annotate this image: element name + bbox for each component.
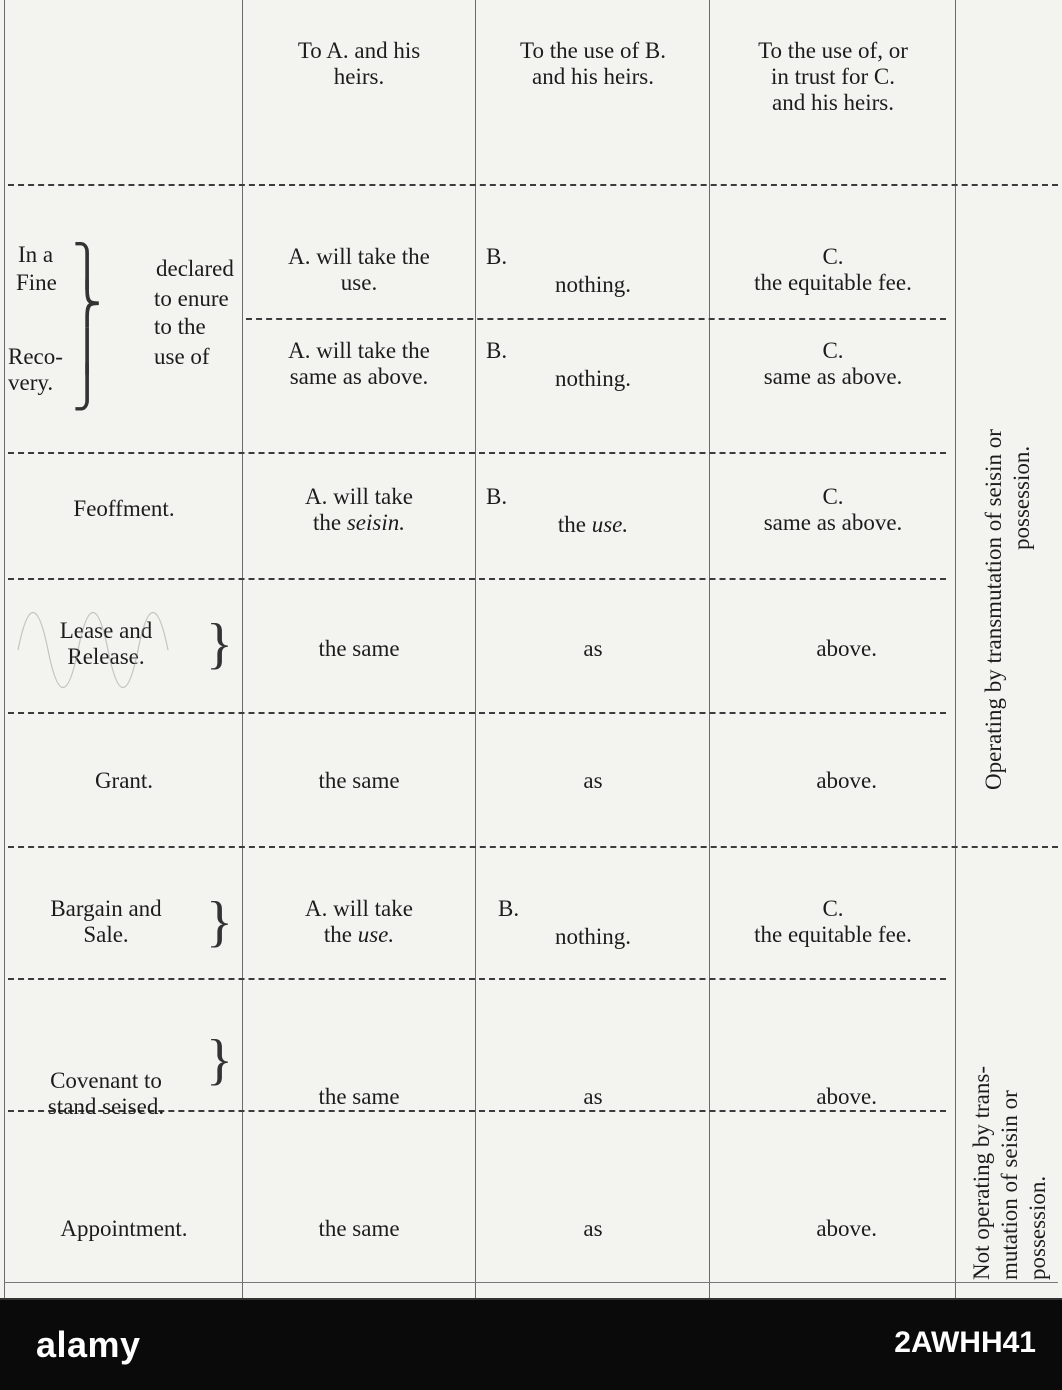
cell-text: A. will take the [288, 338, 430, 363]
recovery-row-a [244, 338, 474, 390]
cell-text: A. will take the [288, 244, 430, 269]
bracket-glyph: } [206, 891, 233, 953]
cell-text: A. will take [305, 484, 413, 509]
header-text: heirs. [333, 64, 385, 89]
header-text: To the use of, or [758, 38, 908, 63]
bracket-glyph: ⎫ [72, 243, 102, 288]
lease-release-c: above. [816, 636, 877, 661]
column-rule [709, 0, 710, 1298]
column-header-c [711, 38, 955, 116]
cell-text: Covenant to [50, 1068, 162, 1093]
footer-divider [0, 1298, 1062, 1300]
side-note-text: Operating by transmutation of seisin or [981, 429, 1006, 790]
feoffment-a [244, 484, 474, 536]
header-text: in trust for C. [771, 64, 895, 89]
appointment-label: Appointment. [60, 1216, 188, 1241]
cell-text [244, 922, 474, 948]
header-text: To A. and his [297, 38, 421, 63]
cell-text: stand seised. [47, 1094, 165, 1119]
recovery-label-2: very. [8, 370, 54, 395]
cell-text: same as above. [763, 364, 903, 389]
column-header-a [244, 38, 474, 90]
cell-text-part: the [557, 512, 586, 537]
row-rule [8, 846, 1058, 848]
cell-text: the equitable fee. [754, 922, 912, 947]
row-rule [8, 978, 946, 980]
header-text: and his heirs. [771, 90, 894, 115]
fine-row-b2: nothing. [554, 272, 632, 297]
grant-a: the same [318, 768, 400, 793]
column-rule [242, 0, 243, 1298]
recovery-row-c [711, 338, 955, 390]
to-the-text: to the [154, 314, 206, 339]
covenant-b: as [583, 1084, 603, 1109]
cell-text: Bargain and [50, 896, 162, 921]
header-text: To the use of B. [520, 38, 666, 63]
row-rule [246, 318, 946, 320]
cell-text: A. will take [305, 896, 413, 921]
recovery-row-b1: B. [486, 338, 508, 363]
covenant-c: above. [816, 1084, 877, 1109]
cell-text: C. [822, 244, 844, 269]
column-rule [955, 0, 956, 1298]
header-text: and his heirs. [531, 64, 654, 89]
bargain-sale-b2: nothing. [554, 924, 632, 949]
cell-text-part: the [313, 510, 342, 535]
alamy-logo: alamy [36, 1324, 141, 1365]
side-note-text: possession. [1009, 445, 1034, 550]
pencil-scribble-icon [8, 590, 238, 710]
cell-text-emphasis: seisin. [346, 510, 405, 535]
row-rule [8, 452, 946, 454]
row-rule [8, 578, 946, 580]
cell-text-emphasis: use. [591, 512, 629, 537]
lease-release-b: as [583, 636, 603, 661]
bracket-glyph: ⎪ [72, 329, 102, 374]
row-rule [4, 1282, 1058, 1283]
feoffment-b2 [477, 512, 709, 538]
bracket-glyph: } [206, 1029, 233, 1091]
lease-release-a: the same [318, 636, 400, 661]
declared-text: declared [156, 256, 234, 281]
appointment-a: the same [318, 1216, 400, 1241]
use-of-text: use of [154, 344, 210, 369]
side-note-not-operating [968, 1066, 1052, 1280]
covenant-label [6, 1068, 206, 1120]
cell-text [244, 510, 474, 536]
bracket-glyph: } [206, 613, 233, 675]
grant-b: as [583, 768, 603, 793]
column-rule [475, 0, 476, 1298]
feoffment-label: Feoffment. [73, 496, 175, 521]
cell-text: C. [822, 484, 844, 509]
side-note-text: possession. [1025, 1175, 1050, 1280]
watermark-footer [0, 1298, 1062, 1390]
column-rule [4, 0, 5, 1298]
recovery-label-1: Reco- [8, 344, 63, 369]
cell-text-part: the [323, 922, 352, 947]
cell-text: use. [340, 270, 378, 295]
cell-text: Lease and [59, 618, 153, 643]
cell-text: same as above. [289, 364, 429, 389]
cell-text-emphasis: use. [357, 922, 395, 947]
appointment-b: as [583, 1216, 603, 1241]
side-note-text: Not operating by trans- [969, 1066, 994, 1280]
appointment-c: above. [816, 1216, 877, 1241]
row-rule [8, 184, 1058, 186]
to-enure-text: to enure [154, 286, 229, 311]
cell-text: Release. [67, 644, 145, 669]
cell-text: C. [822, 896, 844, 921]
feoffment-c [711, 484, 955, 536]
recovery-row-b2: nothing. [554, 366, 632, 391]
grant-c: above. [816, 768, 877, 793]
fine-row-a [244, 244, 474, 296]
fine-label: Fine [16, 270, 57, 295]
fine-row-c [711, 244, 955, 296]
feoffment-b1: B. [486, 484, 508, 509]
cell-text: C. [822, 338, 844, 363]
column-header-b [477, 38, 709, 90]
bracket-glyph: ⎬ [72, 281, 102, 326]
side-note-text: mutation of seisin or [997, 1090, 1022, 1280]
cell-text: Sale. [83, 922, 129, 947]
image-id: 2AWHH41 [894, 1326, 1036, 1359]
fine-row-b1: B. [486, 244, 508, 269]
bargain-sale-c [711, 896, 955, 948]
fine-label-in-a: In a [18, 242, 54, 267]
cell-text: same as above. [763, 510, 903, 535]
row-rule [8, 712, 946, 714]
grant-label: Grant. [94, 768, 154, 793]
covenant-a: the same [318, 1084, 400, 1109]
bargain-sale-b1: B. [498, 896, 520, 921]
bargain-sale-label [6, 896, 206, 948]
bargain-sale-a [244, 896, 474, 948]
bracket-glyph: ⎭ [72, 365, 102, 410]
side-note-operating [980, 429, 1036, 790]
cell-text: the equitable fee. [754, 270, 912, 295]
